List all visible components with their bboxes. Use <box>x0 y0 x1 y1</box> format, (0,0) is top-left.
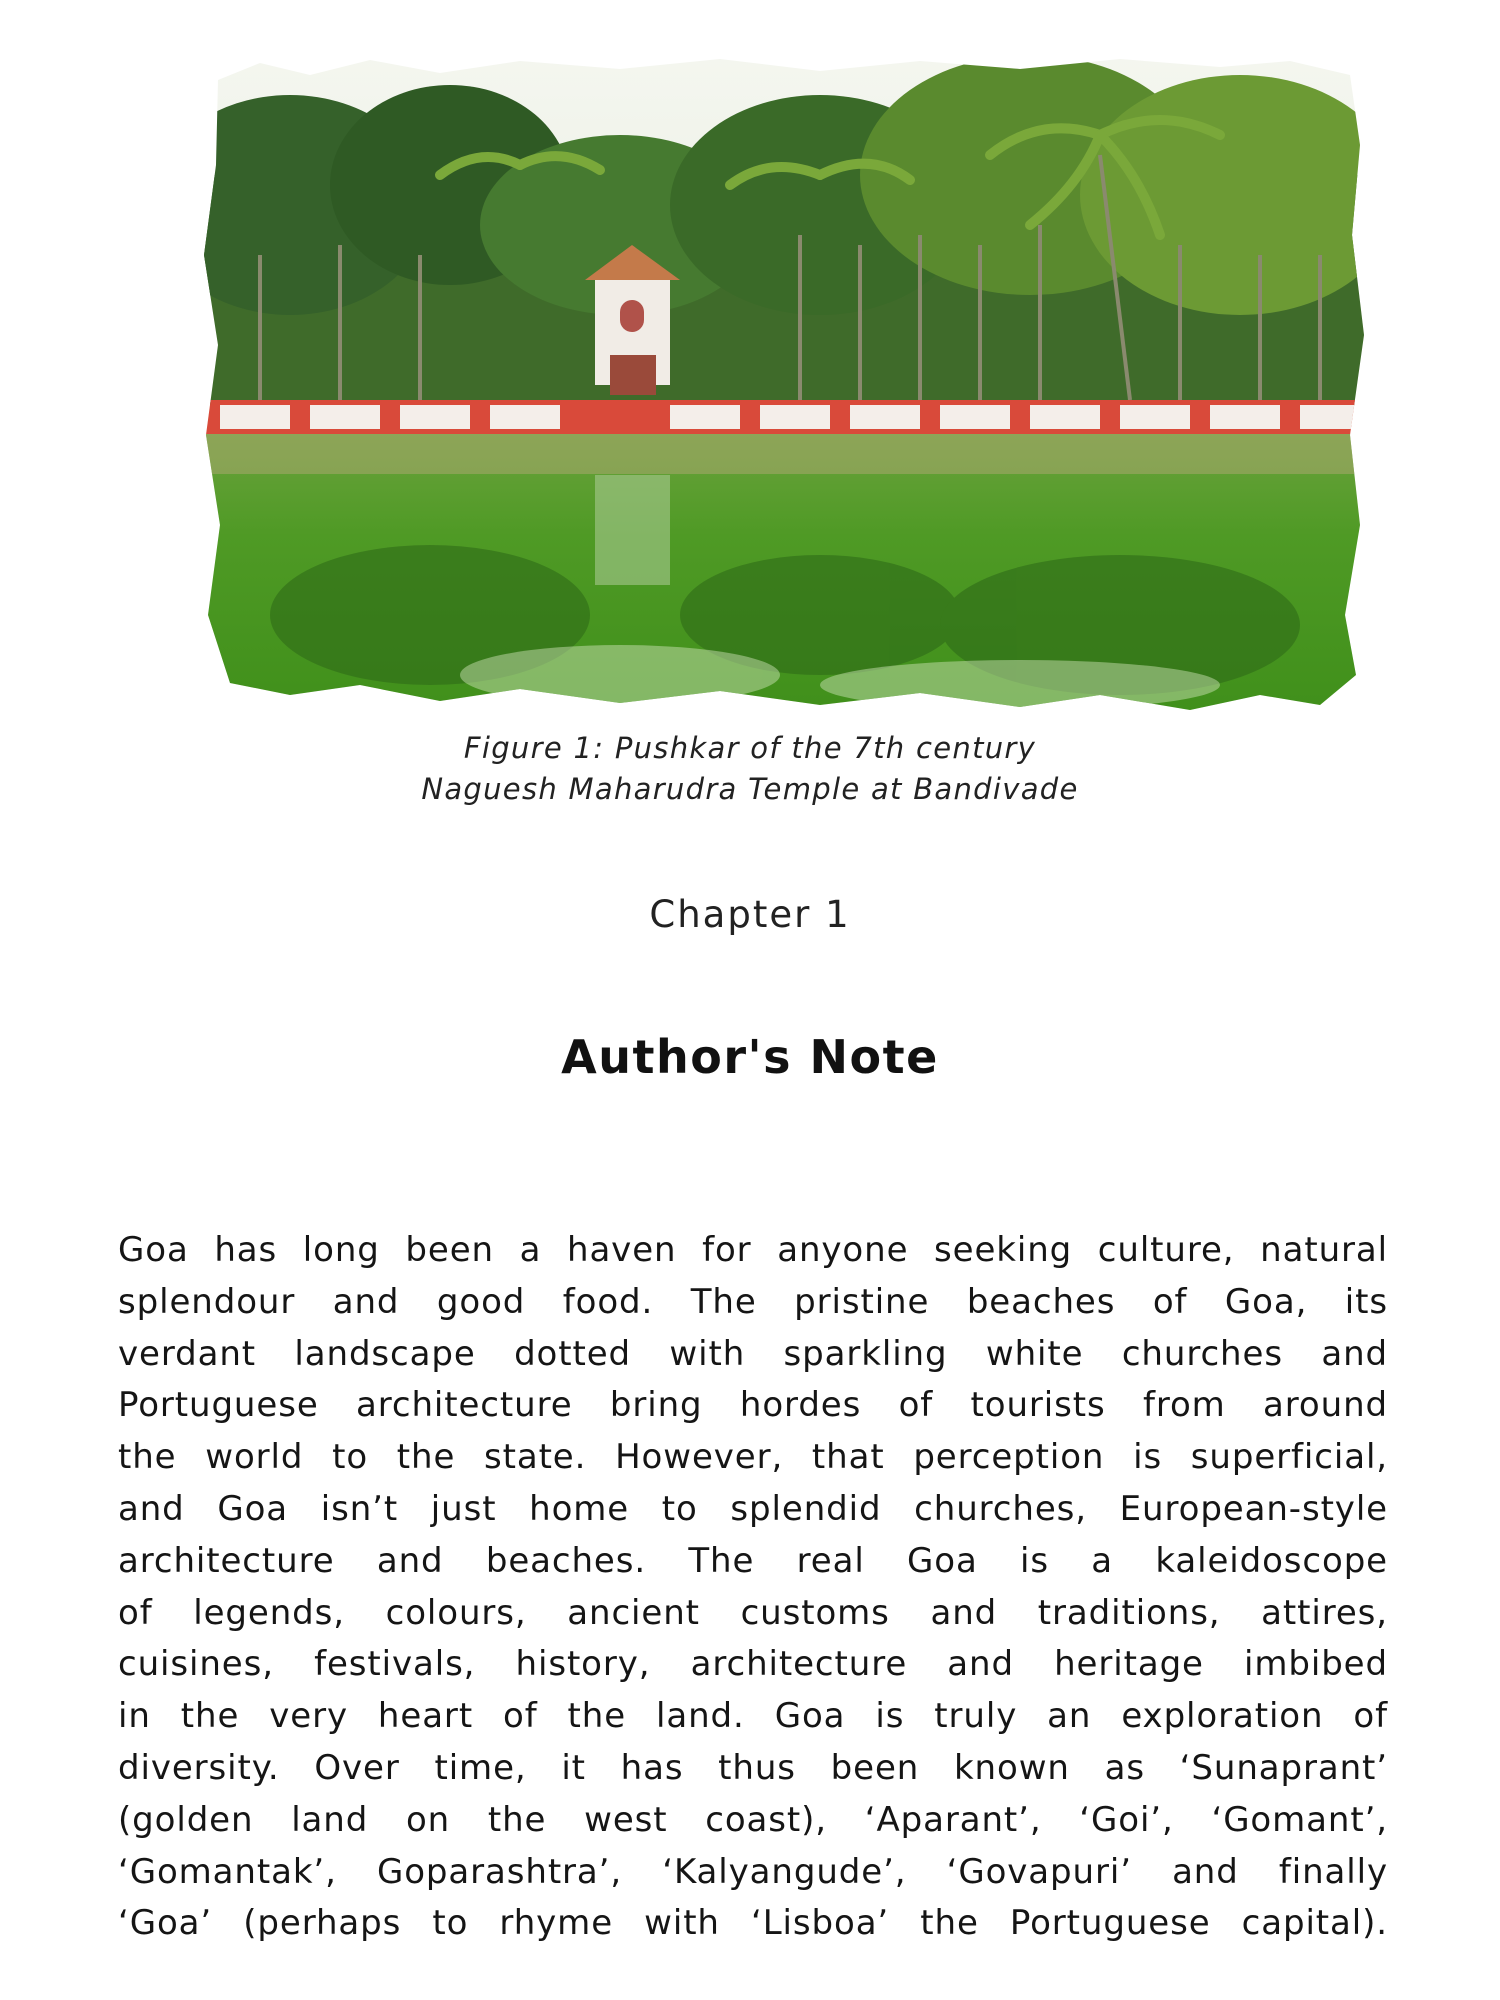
figure-caption <box>150 728 1350 810</box>
body-line: of legends, colours, ancient customs and traditions, attires, <box>118 1592 1388 1633</box>
body-line: splendour and good food. The pristine beaches of Goa, its <box>118 1281 1388 1322</box>
body-line: the world to the state. However, that perception is superficial, <box>118 1437 1388 1478</box>
section-title: Author's Note <box>561 1030 939 1084</box>
caption-line-2: Naguesh Maharudra Temple at Bandivade <box>421 772 1079 806</box>
body-paragraph <box>118 1225 1388 1950</box>
chapter-label: Chapter 1 <box>649 893 851 936</box>
body-line: in the very heart of the land. Goa is truly an exploration of <box>118 1696 1388 1737</box>
caption-line-1: Figure 1: Pushkar of the 7th century <box>463 731 1037 765</box>
body-line: verdant landscape dotted with sparkling white churches and <box>118 1333 1388 1374</box>
temple-tank-photo <box>200 55 1370 715</box>
body-line: diversity. Over time, it has thus been known as ‘Sunaprant’ <box>118 1747 1388 1788</box>
body-line: and Goa isn’t just home to splendid churches, European-style <box>118 1488 1388 1529</box>
body-line: ‘Gomantak’, Goparashtra’, ‘Kalyangude’, ‘Govapuri’ and finally <box>118 1851 1388 1892</box>
body-line: ‘Goa’ (perhaps to rhyme with ‘Lisboa’ the Portuguese capital). <box>118 1903 1388 1944</box>
body-line: cuisines, festivals, history, architecture and heritage imbibed <box>118 1644 1388 1685</box>
body-line: Portuguese architecture bring hordes of tourists from around <box>118 1385 1388 1426</box>
body-line: (golden land on the west coast), ‘Aparant’, ‘Goi’, ‘Gomant’, <box>118 1799 1388 1840</box>
body-line: Goa has long been a haven for anyone seeking culture, natural <box>118 1230 1388 1270</box>
body-line: architecture and beaches. The real Goa is a kaleidoscope <box>118 1540 1388 1581</box>
